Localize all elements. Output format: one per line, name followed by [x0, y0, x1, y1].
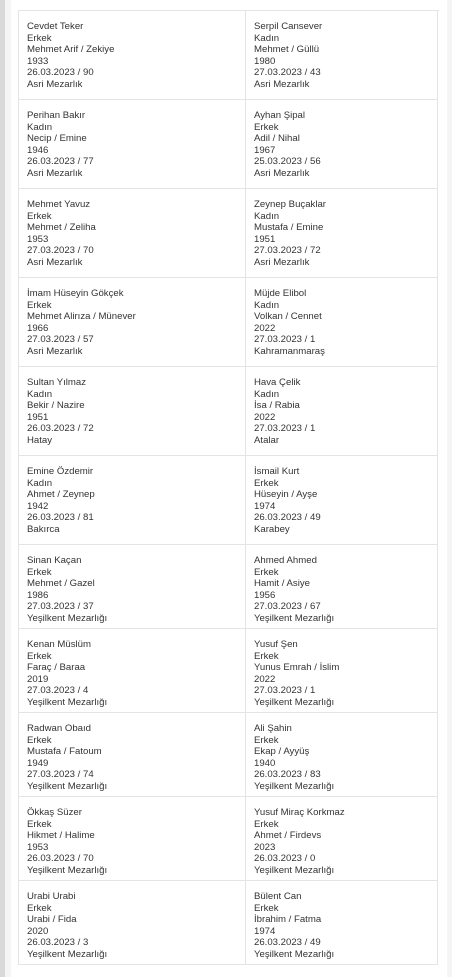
record-gender: Erkek — [254, 902, 279, 914]
record-birth-year: 2019 — [27, 673, 49, 685]
record-parents: Bekir / Nazire — [27, 400, 85, 412]
record-cell — [19, 713, 246, 797]
record-parents: İbrahim / Fatma — [254, 914, 322, 926]
record-parents: Mustafa / Fatoum — [27, 746, 102, 758]
table-row — [19, 11, 439, 100]
record-birth-year: 1953 — [27, 841, 49, 853]
record-parents: Mehmet Alirıza / Münever — [27, 311, 136, 323]
record-date-age: 26.03.2023 / 49 — [254, 512, 321, 524]
records-table — [18, 10, 439, 965]
record-gender: Kadın — [254, 299, 280, 311]
record-cell — [246, 629, 438, 713]
record-gender: Erkek — [27, 210, 52, 222]
record-cell — [19, 100, 246, 189]
record-cell — [246, 881, 438, 965]
record-name: Müjde Elibol — [254, 288, 307, 299]
record-burial-place: Hatay — [27, 434, 53, 446]
record-parents: Mehmet / Zeliha — [27, 222, 96, 234]
record-name: Mehmet Yavuz — [27, 199, 91, 210]
record-name: Radwan Obaıd — [27, 723, 91, 734]
record-burial-place: Yeşilkent Mezarlığı — [254, 864, 335, 876]
record-birth-year: 1942 — [27, 500, 49, 512]
record-gender: Erkek — [254, 734, 279, 746]
record-cell — [19, 11, 246, 100]
record-date-age: 27.03.2023 / 70 — [27, 245, 94, 257]
record-burial-place: Kahramanmaraş — [254, 345, 325, 357]
record-cell — [246, 797, 438, 881]
record-birth-year: 2022 — [254, 411, 276, 423]
record-date-age: 27.03.2023 / 57 — [27, 334, 94, 346]
record-gender: Erkek — [254, 650, 279, 662]
record-birth-year: 1933 — [27, 55, 49, 67]
record-burial-place: Asri Mezarlık — [254, 78, 310, 90]
record-birth-year: 1980 — [254, 55, 276, 67]
record-date-age: 27.03.2023 / 1 — [254, 423, 316, 435]
record-name: Hava Çelik — [254, 377, 301, 388]
record-cell — [19, 545, 246, 629]
record-parents: Mehmet / Güllü — [254, 44, 320, 56]
record-birth-year: 1940 — [254, 757, 276, 769]
record-cell — [246, 100, 438, 189]
record-burial-place: Asri Mezarlık — [27, 256, 83, 268]
record-birth-year: 1946 — [27, 144, 49, 156]
table-row — [19, 278, 439, 367]
record-parents: Hüseyin / Ayşe — [254, 489, 318, 501]
record-cell — [19, 629, 246, 713]
record-name: Yusuf Miraç Korkmaz — [254, 807, 345, 818]
record-cell — [19, 881, 246, 965]
left-divider — [0, 0, 5, 977]
record-burial-place: Asri Mezarlık — [254, 256, 310, 268]
record-birth-year: 1953 — [27, 233, 49, 245]
record-date-age: 27.03.2023 / 43 — [254, 67, 321, 79]
record-parents: Ahmet / Zeynep — [27, 489, 95, 501]
table-row — [19, 189, 439, 278]
record-cell — [246, 713, 438, 797]
record-burial-place: Yeşilkent Mezarlığı — [254, 612, 335, 624]
record-gender: Erkek — [254, 818, 279, 830]
record-date-age: 27.03.2023 / 37 — [27, 601, 94, 613]
record-gender: Kadın — [27, 388, 53, 400]
record-birth-year: 1986 — [27, 589, 49, 601]
record-date-age: 26.03.2023 / 49 — [254, 937, 321, 949]
record-name: Perihan Bakır — [27, 110, 86, 121]
record-birth-year: 2023 — [254, 841, 276, 853]
record-date-age: 26.03.2023 / 3 — [27, 937, 89, 949]
record-name: Ökkaş Süzer — [27, 807, 82, 818]
record-name: Ayhan Şipal — [254, 110, 306, 121]
table-row — [19, 629, 439, 713]
record-name: Serpil Cansever — [254, 21, 323, 32]
record-parents: Yunus Emrah / İslim — [254, 662, 340, 674]
table-row — [19, 797, 439, 881]
record-gender: Erkek — [254, 477, 279, 489]
record-birth-year: 2022 — [254, 673, 276, 685]
record-gender: Erkek — [27, 650, 52, 662]
record-burial-place: Karabey — [254, 523, 290, 535]
record-birth-year: 1966 — [27, 322, 49, 334]
record-birth-year: 1967 — [254, 144, 276, 156]
record-gender: Erkek — [254, 121, 279, 133]
record-gender: Erkek — [27, 32, 52, 44]
record-burial-place: Atalar — [254, 434, 280, 446]
table-row — [19, 713, 439, 797]
record-burial-place: Yeşilkent Mezarlığı — [27, 948, 108, 960]
record-name: İmam Hüseyin Gökçek — [27, 288, 124, 299]
record-gender: Kadın — [254, 210, 280, 222]
table-row — [19, 545, 439, 629]
record-birth-year: 2020 — [27, 925, 49, 937]
table-row — [19, 367, 439, 456]
record-cell — [246, 367, 438, 456]
record-birth-year: 1951 — [27, 411, 49, 423]
table-row — [19, 100, 439, 189]
record-gender: Erkek — [27, 734, 52, 746]
record-name: Ali Şahin — [254, 723, 292, 734]
record-name: Yusuf Şen — [254, 639, 298, 650]
record-burial-place: Asri Mezarlık — [254, 167, 310, 179]
record-burial-place: Yeşilkent Mezarlığı — [27, 780, 108, 792]
record-parents: Necip / Emine — [27, 133, 87, 145]
record-date-age: 26.03.2023 / 70 — [27, 853, 94, 865]
record-cell — [19, 278, 246, 367]
record-burial-place: Yeşilkent Mezarlığı — [27, 864, 108, 876]
record-parents: Volkan / Cennet — [254, 311, 322, 323]
record-parents: Adil / Nihal — [254, 133, 300, 145]
record-gender: Kadın — [254, 32, 280, 44]
record-gender: Erkek — [27, 818, 52, 830]
record-date-age: 27.03.2023 / 72 — [254, 245, 321, 257]
record-birth-year: 1951 — [254, 233, 276, 245]
record-date-age: 26.03.2023 / 77 — [27, 156, 94, 168]
record-parents: Hikmet / Halime — [27, 830, 95, 842]
record-gender: Kadın — [27, 121, 53, 133]
record-parents: Ahmet / Firdevs — [254, 830, 322, 842]
record-name: İsmail Kurt — [254, 466, 300, 477]
record-cell — [246, 189, 438, 278]
record-cell — [19, 367, 246, 456]
record-burial-place: Asri Mezarlık — [27, 167, 83, 179]
record-birth-year: 1974 — [254, 925, 276, 937]
table-row — [19, 881, 439, 965]
record-parents: Hamit / Asiye — [254, 578, 310, 590]
record-gender: Kadın — [254, 388, 280, 400]
record-date-age: 27.03.2023 / 1 — [254, 334, 316, 346]
record-gender: Erkek — [27, 566, 52, 578]
table-row — [19, 456, 439, 545]
record-date-age: 27.03.2023 / 74 — [27, 769, 94, 781]
record-parents: Mustafa / Emine — [254, 222, 324, 234]
record-date-age: 26.03.2023 / 72 — [27, 423, 94, 435]
record-name: Cevdet Teker — [27, 21, 84, 32]
record-date-age: 26.03.2023 / 83 — [254, 769, 321, 781]
record-name: Zeynep Buçaklar — [254, 199, 326, 210]
record-burial-place: Yeşilkent Mezarlığı — [254, 696, 335, 708]
record-name: Emine Özdemir — [27, 466, 94, 477]
record-cell — [246, 278, 438, 367]
record-cell — [246, 545, 438, 629]
record-parents: Faraç / Baraa — [27, 662, 86, 674]
record-burial-place: Yeşilkent Mezarlığı — [27, 696, 108, 708]
record-cell — [246, 11, 438, 100]
record-birth-year: 2022 — [254, 322, 276, 334]
record-burial-place: Asri Mezarlık — [27, 78, 83, 90]
record-parents: Ekap / Ayyüş — [254, 746, 310, 758]
record-burial-place: Yeşilkent Mezarlığı — [254, 948, 335, 960]
record-parents: Mehmet / Gazel — [27, 578, 95, 590]
record-date-age: 26.03.2023 / 81 — [27, 512, 94, 524]
record-cell — [19, 797, 246, 881]
record-name: Sultan Yılmaz — [27, 377, 87, 388]
record-burial-place: Asri Mezarlık — [27, 345, 83, 357]
record-name: Ahmed Ahmed — [254, 555, 317, 566]
record-cell — [246, 456, 438, 545]
record-parents: Mehmet Arif / Zekiye — [27, 44, 115, 56]
record-parents: Urabi / Fida — [27, 914, 77, 926]
record-burial-place: Bakırca — [27, 523, 60, 535]
record-gender: Erkek — [254, 566, 279, 578]
record-gender: Erkek — [27, 902, 52, 914]
record-name: Urabi Urabi — [27, 891, 76, 902]
record-gender: Erkek — [27, 299, 52, 311]
record-date-age: 27.03.2023 / 67 — [254, 601, 321, 613]
record-birth-year: 1974 — [254, 500, 276, 512]
record-parents: İsa / Rabia — [254, 400, 300, 412]
record-date-age: 25.03.2023 / 56 — [254, 156, 321, 168]
record-date-age: 26.03.2023 / 90 — [27, 67, 94, 79]
record-cell — [19, 189, 246, 278]
record-birth-year: 1949 — [27, 757, 49, 769]
record-cell — [19, 456, 246, 545]
record-date-age: 26.03.2023 / 0 — [254, 853, 316, 865]
record-birth-year: 1956 — [254, 589, 276, 601]
record-date-age: 27.03.2023 / 4 — [27, 685, 89, 697]
record-burial-place: Yeşilkent Mezarlığı — [254, 780, 335, 792]
record-name: Bülent Can — [254, 891, 302, 902]
record-burial-place: Yeşilkent Mezarlığı — [27, 612, 108, 624]
record-name: Sinan Kaçan — [27, 555, 82, 566]
record-date-age: 27.03.2023 / 1 — [254, 685, 316, 697]
record-gender: Kadın — [27, 477, 53, 489]
record-name: Kenan Müslüm — [27, 639, 91, 650]
